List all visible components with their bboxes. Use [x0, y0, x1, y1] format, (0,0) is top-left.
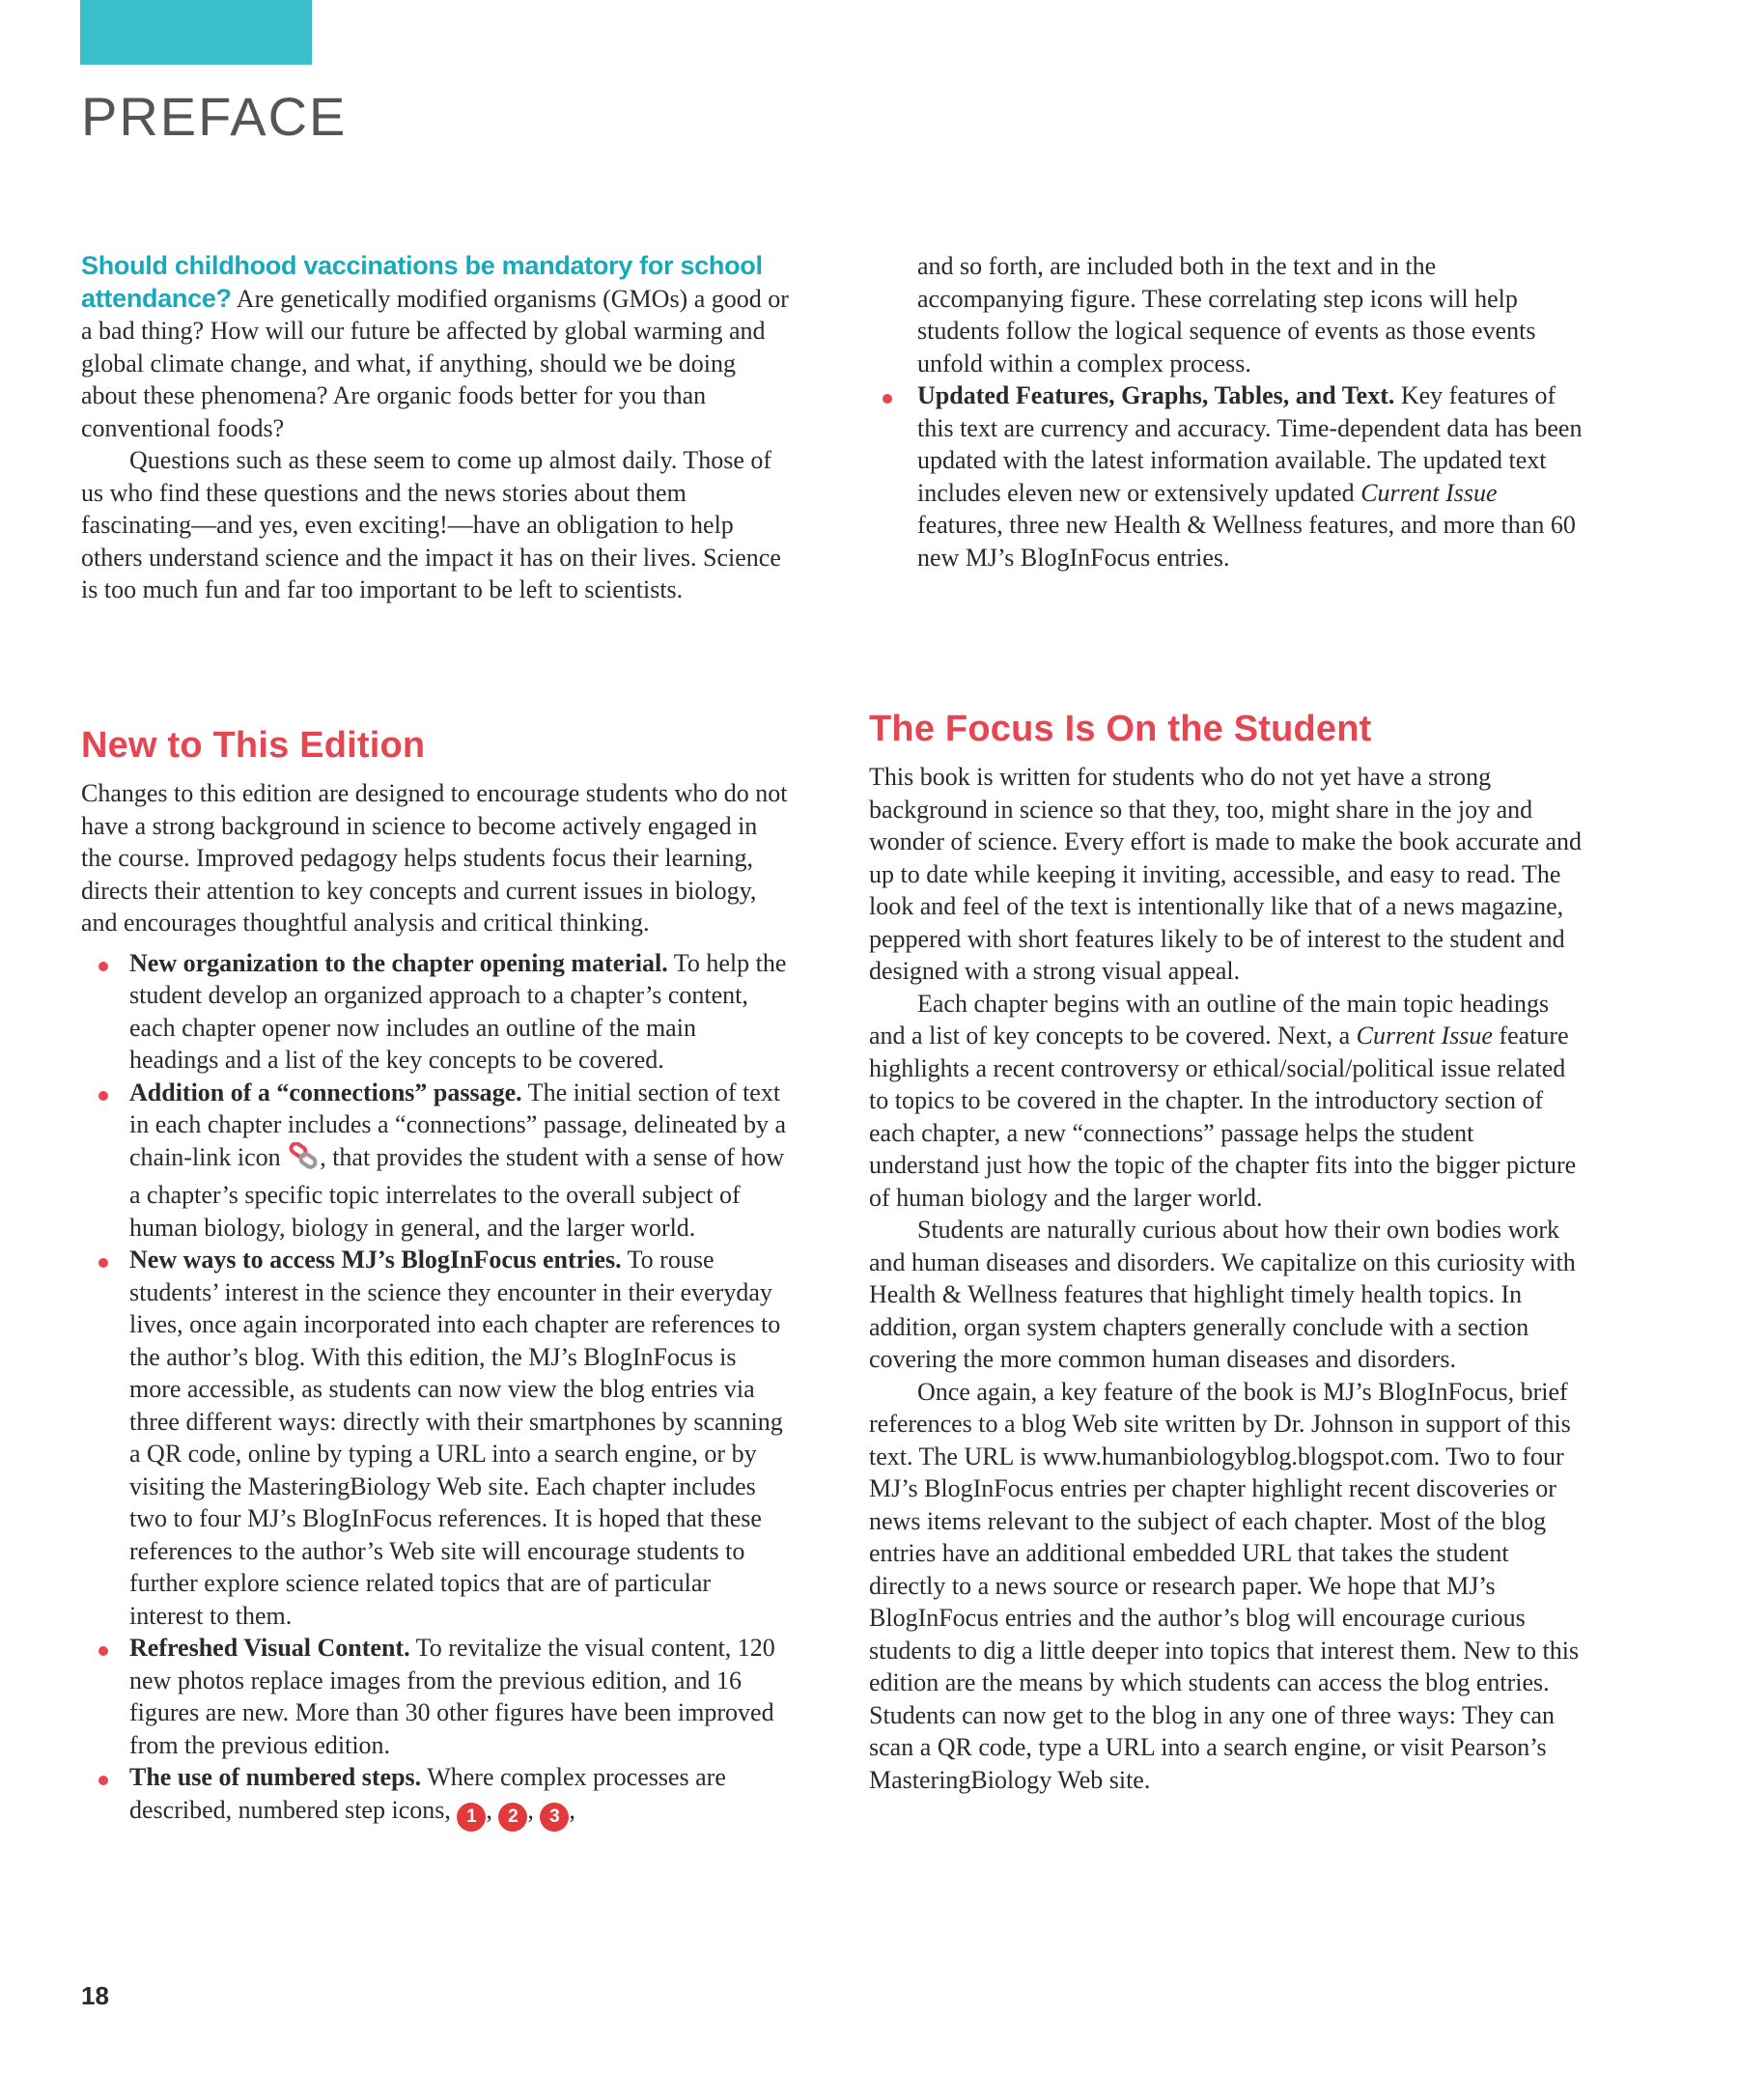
focus-paragraph-1: This book is written for students who do not yet have a strong background in science so that they, too, might share in the joy and wonder of science. Every effort is made to make the book accurate and up to date while keeping it inviting, accessible, and easy to read. The look and feel of the text is intentionally like that of a news magazine, peppered with short features likely to be of interest to the student and designed with a strong visual appeal. — [869, 763, 1583, 985]
new-edition-continued — [917, 250, 1584, 574]
intro-section — [81, 250, 791, 606]
step-2-icon: 2 — [498, 1803, 527, 1832]
focus-paragraph-2 — [869, 988, 1585, 1215]
list-item — [81, 1761, 791, 1832]
bullet-title: New organization to the chapter opening material. — [129, 948, 668, 977]
intro-lead-question: Should childhood vaccinations be mandatory for school attendance? — [81, 251, 763, 313]
bullet-text: To help the student develop an organized approach to a chapter’s content, each chapter opener now includes an outline of the main headings and a list of the key concepts to be covered. — [129, 948, 787, 1074]
intro-text: Are genetically modified organisms (GMOs) a good or a bad thing? How will our future be affected by global warming and global climate change, and what, if anything, should we be doing about these phenomena? Are organic foods better for you than conventional foods? — [81, 284, 789, 442]
focus-paragraph-4: Once again, a key feature of the book is MJ’s BlogInFocus, brief references to a blog Web site written by Dr. Johnson in support of this text. The URL is www.humanbiologyblog.blogspot.com. Two to four MJ’s BlogInFocus entries per chapter highlight recent discoveries or news items relevant to the subject of each chapter. Most of the blog entries have an additional embedded URL that takes the student directly to a news source or research paper. We hope that MJ’s BlogInFocus entries and the author’s blog will encourage curious students to dig a little deeper into topics that interest them. New to this edition are the means by which students can access the blog entries. Students can now get to the blog in any one of three ways: They can scan a QR code, type a URL into a search engine, or visit Pearson’s MasteringBiology Web site. — [869, 1377, 1580, 1794]
bullet-text: To rouse students’ interest in the science they encounter in their everyday lives, once again incorporated into each chapter are references to the author’s blog. With this edition, the MJ’s BlogInFocus is more accessible, as students can now view the blog entries via three different ways: directly with their smartphones by scanning a QR code, online by typing a URL into a search engine, or by visiting the MasteringBiology Web site. Each chapter includes two to four MJ’s BlogInFocus references. It is hoped that these references to the author’s Web site will encourage students to further explore science related topics that are of particular interest to them. — [129, 1246, 783, 1630]
list-item — [81, 1632, 791, 1761]
new-edition-list-continued — [917, 379, 1584, 574]
header-accent-bar — [80, 0, 312, 65]
page-title: PREFACE — [81, 86, 348, 147]
bullet-title: Refreshed Visual Content. — [129, 1634, 410, 1662]
new-edition-list — [81, 947, 791, 1832]
intro-paragraph-2: Questions such as these seem to come up almost daily. Those of us who find these questions and the news stories about them fascinating—and yes, even exciting!—have an obligation to help others understand science and the impact it has on their lives. Science is too much fun and far too important to be left to scientists. — [81, 446, 781, 603]
list-item — [81, 1077, 791, 1245]
bullet-text-italic: Current Issue — [1360, 478, 1498, 507]
focus-heading: The Focus Is On the Student — [869, 709, 1372, 749]
list-item — [881, 379, 1584, 574]
paragraph-text: Each chapter begins with an outline of the main topic headings and a list of key concepts to be covered. Next, a — [869, 989, 1550, 1050]
bullet-text: To revitalize the visual content, 120 new photos replace images from the previous edition, and 16 figures are new. More than 30 other figures have been improved from the previous edition. — [129, 1634, 775, 1759]
new-edition-intro: Changes to this edition are designed to encourage students who do not have a strong background in science to become actively engaged in the course. Improved pedagogy helps students focus their learning, directs their attention to key concepts and current issues in biology, and encourages thoughtful analysis and critical thinking. — [81, 779, 788, 937]
separator: , — [569, 1795, 575, 1824]
list-item — [81, 947, 791, 1077]
bullet-title: New ways to access MJ’s BlogInFocus entries. — [129, 1246, 622, 1274]
paragraph-text-italic: Current Issue — [1356, 1022, 1493, 1050]
bullet-title: The use of numbered steps. — [129, 1763, 422, 1791]
bullet-continued-text: and so forth, are included both in the text and in the accompanying figure. These correlating step icons will help students follow the logical sequence of events as those events unfold within a complex process. — [917, 252, 1536, 378]
separator: , — [486, 1795, 499, 1824]
bullet-title: Addition of a “connections” passage. — [129, 1078, 522, 1106]
bullet-text: Key features of this text are currency and accuracy. Time-dependent data has been updated with the latest information available. The updated text includes eleven new or extensively updated — [917, 381, 1583, 507]
intro-paragraph-1 — [81, 250, 791, 444]
new-edition-section — [81, 722, 791, 1832]
chain-link-icon — [289, 1142, 320, 1180]
bullet-text: features, three new Health & Wellness features, and more than 60 new MJ’s BlogInFocus entries. — [917, 511, 1576, 572]
focus-section — [869, 706, 1585, 1796]
bullet-title: Updated Features, Graphs, Tables, and Text. — [917, 381, 1395, 409]
step-1-icon: 1 — [457, 1803, 486, 1832]
new-edition-heading: New to This Edition — [81, 725, 426, 766]
paragraph-text: feature highlights a recent controversy or ethical/social/political issue related to topics to be covered in the chapter. In the introductory section of each chapter, a new “connections” passage helps the student understand just how the topic of the chapter fits into the bigger picture of human biology and the larger world. — [869, 1022, 1577, 1212]
page-number: 18 — [81, 1981, 109, 2010]
focus-paragraph-3: Students are naturally curious about how their own bodies work and human diseases and disorders. We capitalize on this curiosity with Health & Wellness features that highlight timely health topics. In addition, organ system chapters generally conclude with a section covering the more common human diseases and disorders. — [869, 1216, 1576, 1373]
separator: , — [527, 1795, 541, 1824]
list-item — [81, 1244, 791, 1632]
bullet-text: , that provides the student with a sense of how a chapter’s specific topic interrelates to the overall subject of human biology, biology in general, and the larger world. — [129, 1142, 785, 1242]
step-3-icon: 3 — [540, 1803, 569, 1832]
bullet-text: Where complex processes are described, numbered step icons, — [129, 1763, 726, 1824]
bullet-text: The initial section of text in each chapter includes a “connections” passage, delineated by a chain-link icon — [129, 1078, 787, 1171]
